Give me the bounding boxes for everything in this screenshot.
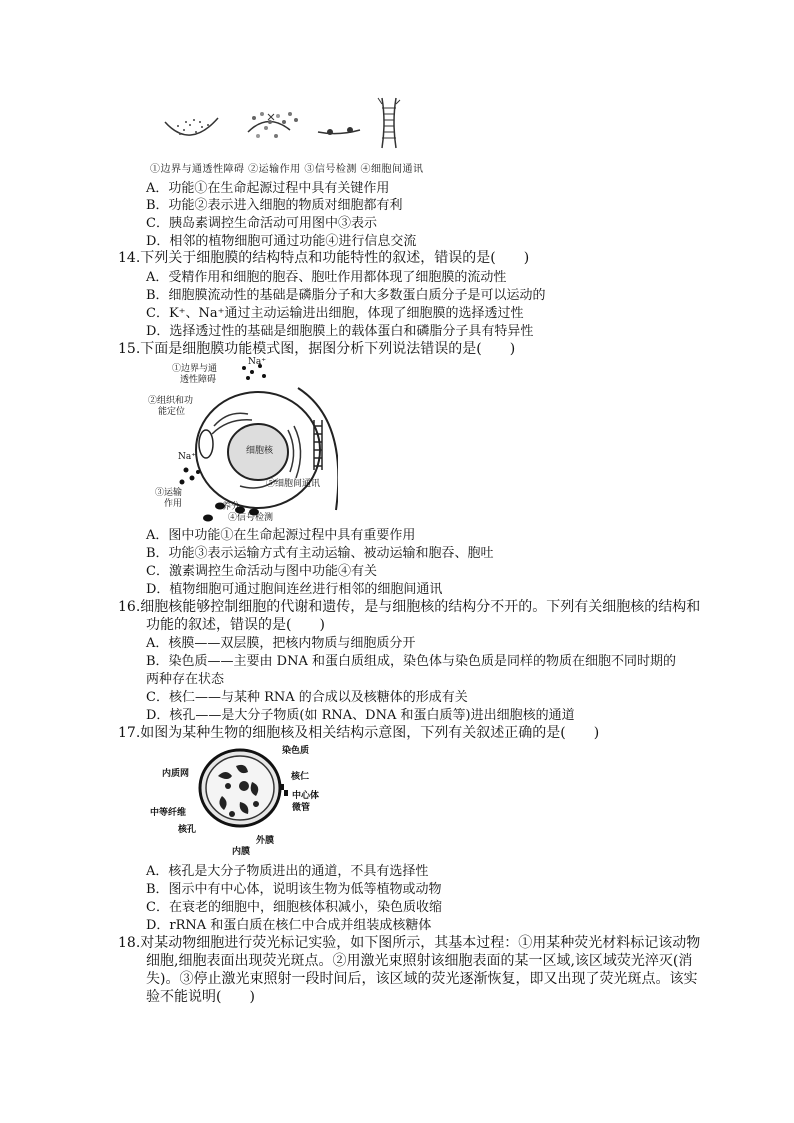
q15-stem: 15.下面是细胞膜功能模式图，据图分析下列说法错误的是( ) [118, 341, 516, 357]
label-outer-membrane: 外膜 [256, 836, 275, 846]
q14-stem: 14.下列关于细胞膜的结构特点和功能特性的叙述，错误的是( ) [118, 250, 530, 266]
label-pore: 核孔 [178, 825, 197, 835]
q17-option-b: B．图示中有中心体，说明该生物为低等植物或动物 [146, 882, 442, 897]
label-nutrient: 养分 [222, 502, 241, 512]
label-signal: ④信号检测 [228, 513, 274, 523]
label-chromatin: 染色质 [282, 746, 310, 756]
mitochondrion [199, 430, 213, 458]
label-boundary-1: ①边界与通 [172, 364, 218, 374]
q16-stem-line2: 功能的叙述，错误的是( ) [146, 617, 325, 633]
boundary-sketch [165, 118, 218, 135]
label-inner-membrane: 内膜 [232, 847, 251, 857]
centrosome-dots [280, 784, 288, 796]
q16-option-b-line2: 两种存在状态 [146, 672, 225, 687]
nucleus-structure-diagram [196, 744, 294, 836]
label-nucleolus: 核仁 [291, 772, 310, 782]
q13-option-a: A．功能①在生命起源过程中具有关键作用 [146, 181, 390, 196]
q18-stem-line2: 细胞,细胞表面出现荧光斑点。②用激光束照射该细胞表面的某一区域,该区域荧光淬灭(消 [146, 953, 693, 969]
label-boundary-2: 透性障碍 [180, 375, 217, 385]
q18-stem-line4: 验不能说明( ) [146, 989, 255, 1005]
q17-stem: 17.如图为某种生物的细胞核及相关结构示意图，下列有关叙述正确的是( ) [118, 725, 600, 741]
label-centrosome: 中心体 [292, 791, 320, 801]
label-na-left: Na⁺ [178, 452, 196, 462]
q16-option-d: D．核孔——是大分子物质(如 RNA、DNA 和蛋白质等)进出细胞核的通道 [146, 708, 575, 723]
label-filament: 中等纤维 [150, 808, 187, 818]
q14-option-b: B．细胞膜流动性的基础是磷脂分子和大多数蛋白质分子是可以运动的 [146, 288, 546, 303]
q15-option-b: B．功能③表示运输方式有主动运输、被动运输和胞吞、胞吐 [146, 546, 494, 561]
q13-option-d: D．相邻的植物细胞可通过功能④进行信息交流 [146, 234, 417, 249]
q16-option-a: A．核膜——双层膜，把核内物质与细胞质分开 [146, 636, 416, 651]
label-transport-1: ③运输 [155, 488, 183, 498]
q18-stem-line1: 18.对某动物细胞进行荧光标记实验，如下图所示，其基本过程：①用某种荧光材料标记该动物 [118, 935, 701, 951]
transport-sketch [248, 112, 298, 138]
q15-option-d: D．植物细胞可通过胞间连丝进行相邻的细胞间通讯 [146, 582, 443, 597]
label-nucleus: 细胞核 [246, 446, 274, 456]
q15-option-c: C．激素调控生命活动与图中功能④有关 [146, 564, 377, 579]
q16-stem-line1: 16.细胞核能够控制细胞的代谢和遗传，是与细胞核的结构分不开的。下列有关细胞核的结构和 [118, 599, 701, 615]
q17-option-d: D．rRNA 和蛋白质在核仁中合成并组装成核糖体 [146, 918, 432, 933]
q17-option-c: C．在衰老的细胞中，细胞核体积减小，染色质收缩 [146, 900, 442, 915]
q16-option-b-line1: B．染色质——主要由 DNA 和蛋白质组成，染色体与染色质是同样的物质在细胞不同时期的 [146, 654, 677, 669]
label-er: 内质网 [162, 769, 190, 779]
q14-option-c: C．K⁺、Na⁺通过主动运输进出细胞，体现了细胞膜的选择透过性 [146, 306, 524, 321]
label-na-top: Na⁺ [248, 357, 266, 367]
q14-option-a: A．受精作用和细胞的胞吞、胞吐作用都体现了细胞膜的流动性 [146, 270, 507, 285]
label-organization-1: ②组织和功 [148, 396, 194, 406]
membrane-function-figure [150, 92, 450, 154]
figure-caption: ①边界与通透性障碍 ②运输作用 ③信号检测 ④细胞间通讯 [150, 164, 424, 175]
q13-option-c: C．胰岛素调控生命活动可用图中③表示 [146, 216, 377, 231]
communication-sketch [378, 98, 400, 148]
q15-option-a: A．图中功能①在生命起源过程中具有重要作用 [146, 528, 416, 543]
q14-option-d: D．选择透过性的基础是细胞膜上的载体蛋白和磷脂分子具有特异性 [146, 324, 534, 339]
q17-option-a: A．核孔是大分子物质进出的通道，不具有选择性 [146, 864, 429, 879]
q13-option-b: B．功能②表示进入细胞的物质对细胞都有利 [146, 198, 403, 213]
label-communication: ⑤细胞间通讯 [266, 479, 321, 489]
label-microtubule: 微管 [292, 803, 311, 813]
label-transport-2: 作用 [164, 499, 183, 509]
q16-option-c: C．核仁——与某种 RNA 的合成以及核糖体的形成有关 [146, 690, 468, 705]
signal-sketch [318, 127, 360, 135]
q18-stem-line3: 失)。③停止激光束照射一段时间后，该区域的荧光逐渐恢复，即又出现了荧光斑点。该实 [146, 971, 698, 987]
label-organization-2: 能定位 [158, 407, 186, 417]
